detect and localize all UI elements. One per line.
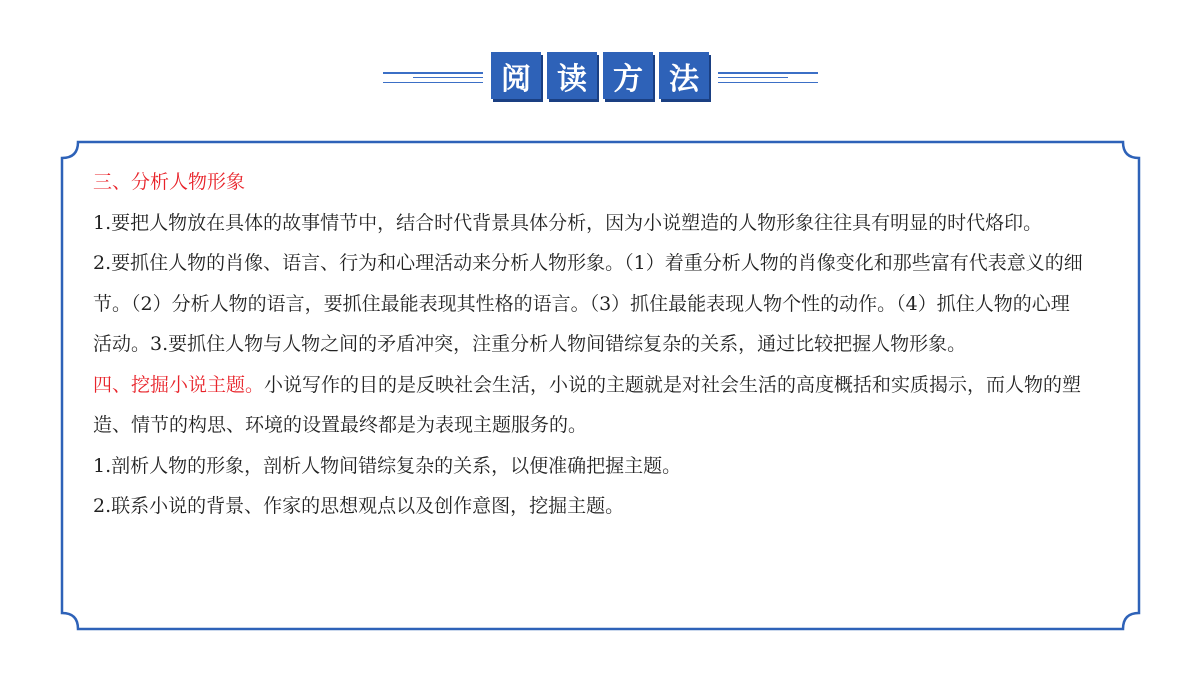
- paragraph-1: 1.要把人物放在具体的故事情节中，结合时代背景具体分析，因为小说塑造的人物形象往往具有明显的时代烙印。: [93, 211, 1043, 234]
- section-4-heading: 四、挖掘小说主题。: [93, 373, 265, 396]
- title-char-3: 方: [603, 52, 653, 99]
- section-3-heading: 三、分析人物形象: [93, 171, 246, 193]
- paragraph-3: 1.剖析人物的形象，剖析人物间错综复杂的关系，以便准确把握主题。: [93, 454, 682, 477]
- title-char-4: 法: [659, 52, 709, 99]
- title-characters: [491, 52, 709, 102]
- section-4-text: 小说写作的目的是反映社会生活，小说的主题就是对社会生活的高度概括和实质揭示，而人物的塑造、情节的构思、环境的设置最终都是为表现主题服务的。: [93, 373, 1082, 436]
- title-char-2: 读: [547, 52, 597, 99]
- content-body: [93, 162, 1088, 527]
- section-4-paragraph: [93, 365, 1088, 446]
- title-decoration-left: [383, 72, 483, 83]
- paragraph-4: 2.联系小说的背景、作家的思想观点以及创作意图，挖掘主题。: [93, 495, 625, 517]
- title-banner: [0, 52, 1200, 102]
- title-char-1: 阅: [491, 52, 541, 99]
- title-decoration-right: [718, 72, 818, 83]
- paragraph-2: 2.要抓住人物的肖像、语言、行为和心理活动来分析人物形象。（1）着重分析人物的肖像变化和那些富有代表意义的细节。（2）分析人物的语言，要抓住最能表现其性格的语言。（3）抓住最能表现人物个性的动作。（4）抓住人物的心理活动。3.要抓住人物与人物之间的矛盾冲突，注重分析人物间错综复杂的关系，通过比较把握人物形象。: [93, 252, 1083, 355]
